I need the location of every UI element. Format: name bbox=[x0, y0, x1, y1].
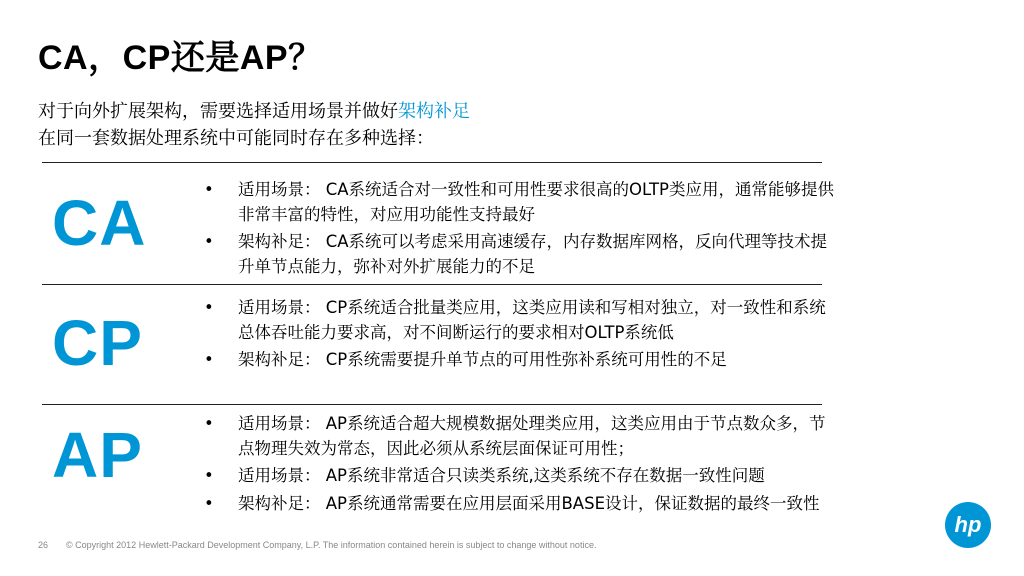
section-ap-bullets bbox=[204, 412, 834, 516]
bullet-item: • 架构补足： AP系统通常需要在应用层面采用BASE设计，保证数据的最终一致性 bbox=[204, 492, 834, 517]
divider bbox=[42, 284, 822, 285]
section-label-cp: CP bbox=[52, 307, 143, 379]
intro-line-1 bbox=[38, 98, 470, 125]
section-cp-bullets bbox=[204, 296, 834, 373]
bullet-item: • 适用场景： CA系统适合对一致性和可用性要求很高的OLTP类应用，通常能够提供非常丰富的特性，对应用功能性支持最好 bbox=[204, 178, 834, 227]
copyright-text: © Copyright 2012 Hewlett-Packard Development Company, L.P. The information contained herein is subject to change without notice. bbox=[66, 540, 597, 550]
bullet-item: • 架构补足： CA系统可以考虑采用高速缓存，内存数据库网格，反向代理等技术提升单节点能力，弥补对外扩展能力的不足 bbox=[204, 230, 834, 279]
section-label-ap: AP bbox=[52, 419, 143, 491]
bullet-item: • 架构补足： CP系统需要提升单节点的可用性弥补系统可用性的不足 bbox=[204, 348, 834, 373]
hp-logo-text: hp bbox=[954, 512, 982, 537]
bullet-item: • 适用场景： AP系统非常适合只读类系统,这类系统不存在数据一致性问题 bbox=[204, 464, 834, 489]
divider bbox=[42, 162, 822, 163]
bullet-item: • 适用场景： CP系统适合批量类应用，这类应用读和写相对独立，对一致性和系统总体吞吐能力要求高，对不间断运行的要求相对OLTP系统低 bbox=[204, 296, 834, 345]
divider bbox=[42, 404, 822, 405]
page-number: 26 bbox=[38, 540, 49, 550]
section-label-ca: CA bbox=[52, 187, 147, 259]
bullet-item: • 适用场景： AP系统适合超大规模数据处理类应用，这类应用由于节点数众多，节点物理失效为常态，因此必须从系统层面保证可用性； bbox=[204, 412, 834, 461]
intro-line-2: 在同一套数据处理系统中可能同时存在多种选择： bbox=[38, 128, 434, 149]
intro-highlight: 架构补足 bbox=[398, 101, 470, 122]
hp-logo-icon bbox=[944, 501, 992, 549]
intro-text bbox=[38, 98, 470, 152]
intro-line-1-text: 对于向外扩展架构，需要选择适用场景并做好 bbox=[38, 101, 398, 122]
section-ca-bullets bbox=[204, 178, 834, 279]
footer bbox=[38, 540, 596, 550]
slide-title: CA，CP还是AP？ bbox=[38, 39, 323, 77]
